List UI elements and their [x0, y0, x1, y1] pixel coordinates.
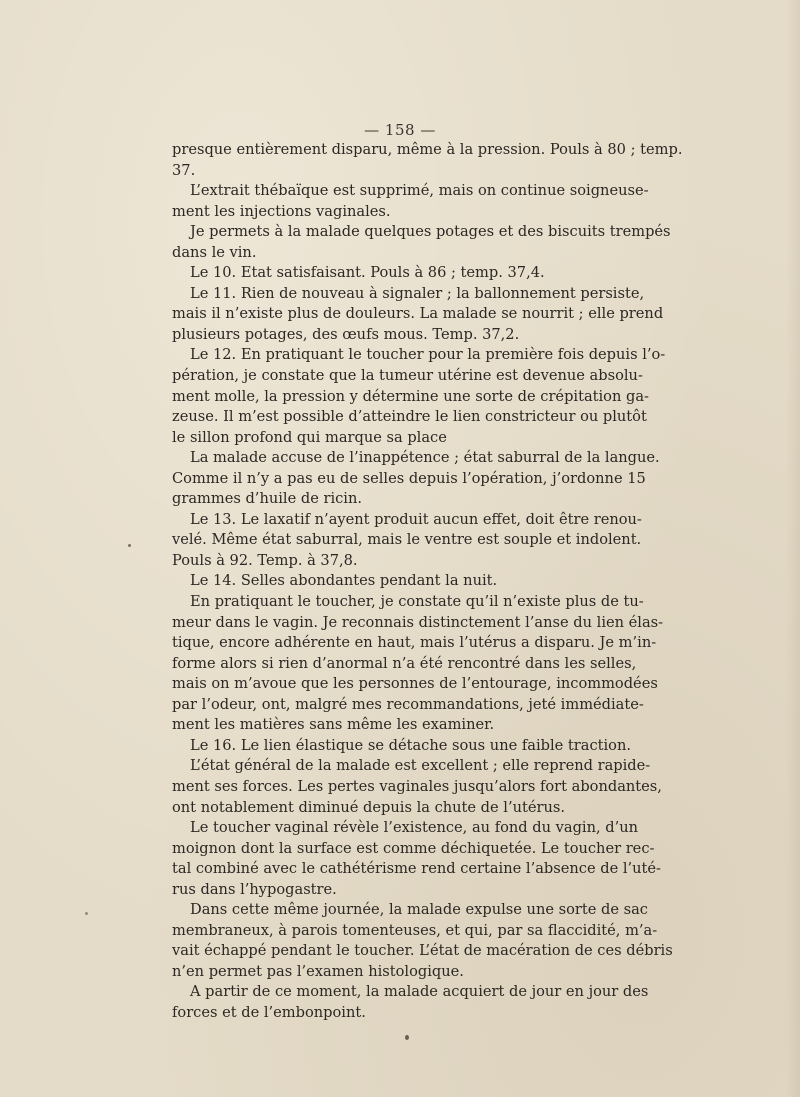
text-line: rus dans l’hypogastre. [172, 880, 337, 898]
text-line: ont notablement diminué depuis la chute de l’utérus. [172, 798, 566, 816]
text-line: 37. [172, 161, 196, 179]
text-line: ment les injections vaginales. [172, 202, 391, 220]
text-line: moignon dont la surface est comme déchiquetée. Le toucher rec- [172, 839, 655, 857]
text-line: le sillon profond qui marque sa place [172, 428, 447, 446]
text-line: Le 13. Le laxatif n’ayent produit aucun effet, doit être renou- [190, 510, 642, 528]
text-line: dans le vin. [172, 243, 257, 261]
text-line: L’extrait thébaïque est supprimé, mais on continue soigneuse- [190, 182, 649, 200]
text-line: vait échappé pendant le toucher. L’état de macération de ces débris [172, 942, 673, 960]
text-line: Le 12. En pratiquant le toucher pour la première fois depuis l’o- [190, 346, 666, 364]
text-line: n’en permet pas l’examen histologique. [172, 962, 464, 980]
page-number: — 158 — [364, 121, 436, 139]
text-line: Le 14. Selles abondantes pendant la nuit. [190, 572, 498, 590]
text-line: tique, encore adhérente en haut, mais l’utérus a disparu. Je m’in- [172, 634, 657, 652]
text-line: Le toucher vaginal révèle l’existence, au fond du vagin, d’un [190, 819, 639, 837]
text-line: L’état général de la malade est excellent ; elle reprend rapide- [190, 757, 651, 775]
text-line: mais on m’avoue que les personnes de l’entourage, incommodées [172, 675, 658, 693]
text-line: pération, je constate que la tumeur utérine est devenue absolu- [172, 367, 643, 385]
text-line: velé. Même état saburral, mais le ventre est souple et indolent. [172, 531, 642, 549]
text-line: Pouls à 92. Temp. à 37,8. [172, 551, 358, 569]
text-line: Comme il n’y a pas eu de selles depuis l’opération, j’ordonne 15 [172, 469, 646, 487]
text-line: par l’odeur, ont, malgré mes recommandations, jeté immédiate- [172, 695, 644, 713]
ink-speck [128, 544, 131, 547]
ink-speck [405, 1035, 409, 1040]
text-line: grammes d’huile de ricin. [172, 490, 362, 508]
text-line: La malade accuse de l’inappétence ; état saburral de la langue. [190, 449, 660, 467]
text-line: forces et de l’embonpoint. [172, 1003, 366, 1021]
text-line: plusieurs potages, des œufs mous. Temp. 37,2. [172, 325, 520, 343]
text-line: zeuse. Il m’est possible d’atteindre le lien constricteur ou plutôt [172, 408, 647, 426]
text-line: ment molle, la pression y détermine une sorte de crépitation ga- [172, 387, 649, 405]
text-line: presque entièrement disparu, même à la pression. Pouls à 80 ; temp. [172, 141, 683, 158]
text-line: Le 11. Rien de nouveau à signaler ; la ballonnement persiste, [190, 284, 645, 302]
text-line: ment les matières sans même les examiner. [172, 716, 495, 734]
page-edge-shadow [786, 0, 800, 1097]
text-line: Je permets à la malade quelques potages et des biscuits trempés [190, 223, 671, 241]
text-line: Le 16. Le lien élastique se détache sous une faible traction. [190, 736, 631, 754]
text-line: mais il n’existe plus de douleurs. La malade se nourrit ; elle prend [172, 305, 664, 323]
text-line: tal combiné avec le cathétérisme rend certaine l’absence de l’uté- [172, 860, 661, 878]
ink-speck [85, 912, 88, 915]
text-line: A partir de ce moment, la malade acquiert de jour en jour des [190, 983, 649, 1001]
text-line: membraneux, à parois tomenteuses, et qui, par sa flaccidité, m’a- [172, 921, 658, 939]
text-line: En pratiquant le toucher, je constate qu’il n’existe plus de tu- [190, 593, 644, 611]
body-text [172, 140, 683, 1024]
text-line: Le 10. Etat satisfaisant. Pouls à 86 ; temp. 37,4. [190, 264, 545, 282]
text-line: meur dans le vagin. Je reconnais distinctement l’anse du lien élas- [172, 613, 664, 631]
text-line: ment ses forces. Les pertes vaginales jusqu’alors fort abondantes, [172, 777, 662, 795]
text-line: Dans cette même journée, la malade expulse une sorte de sac [190, 901, 648, 919]
text-line: forme alors si rien d’anormal n’a été rencontré dans les selles, [172, 654, 637, 672]
